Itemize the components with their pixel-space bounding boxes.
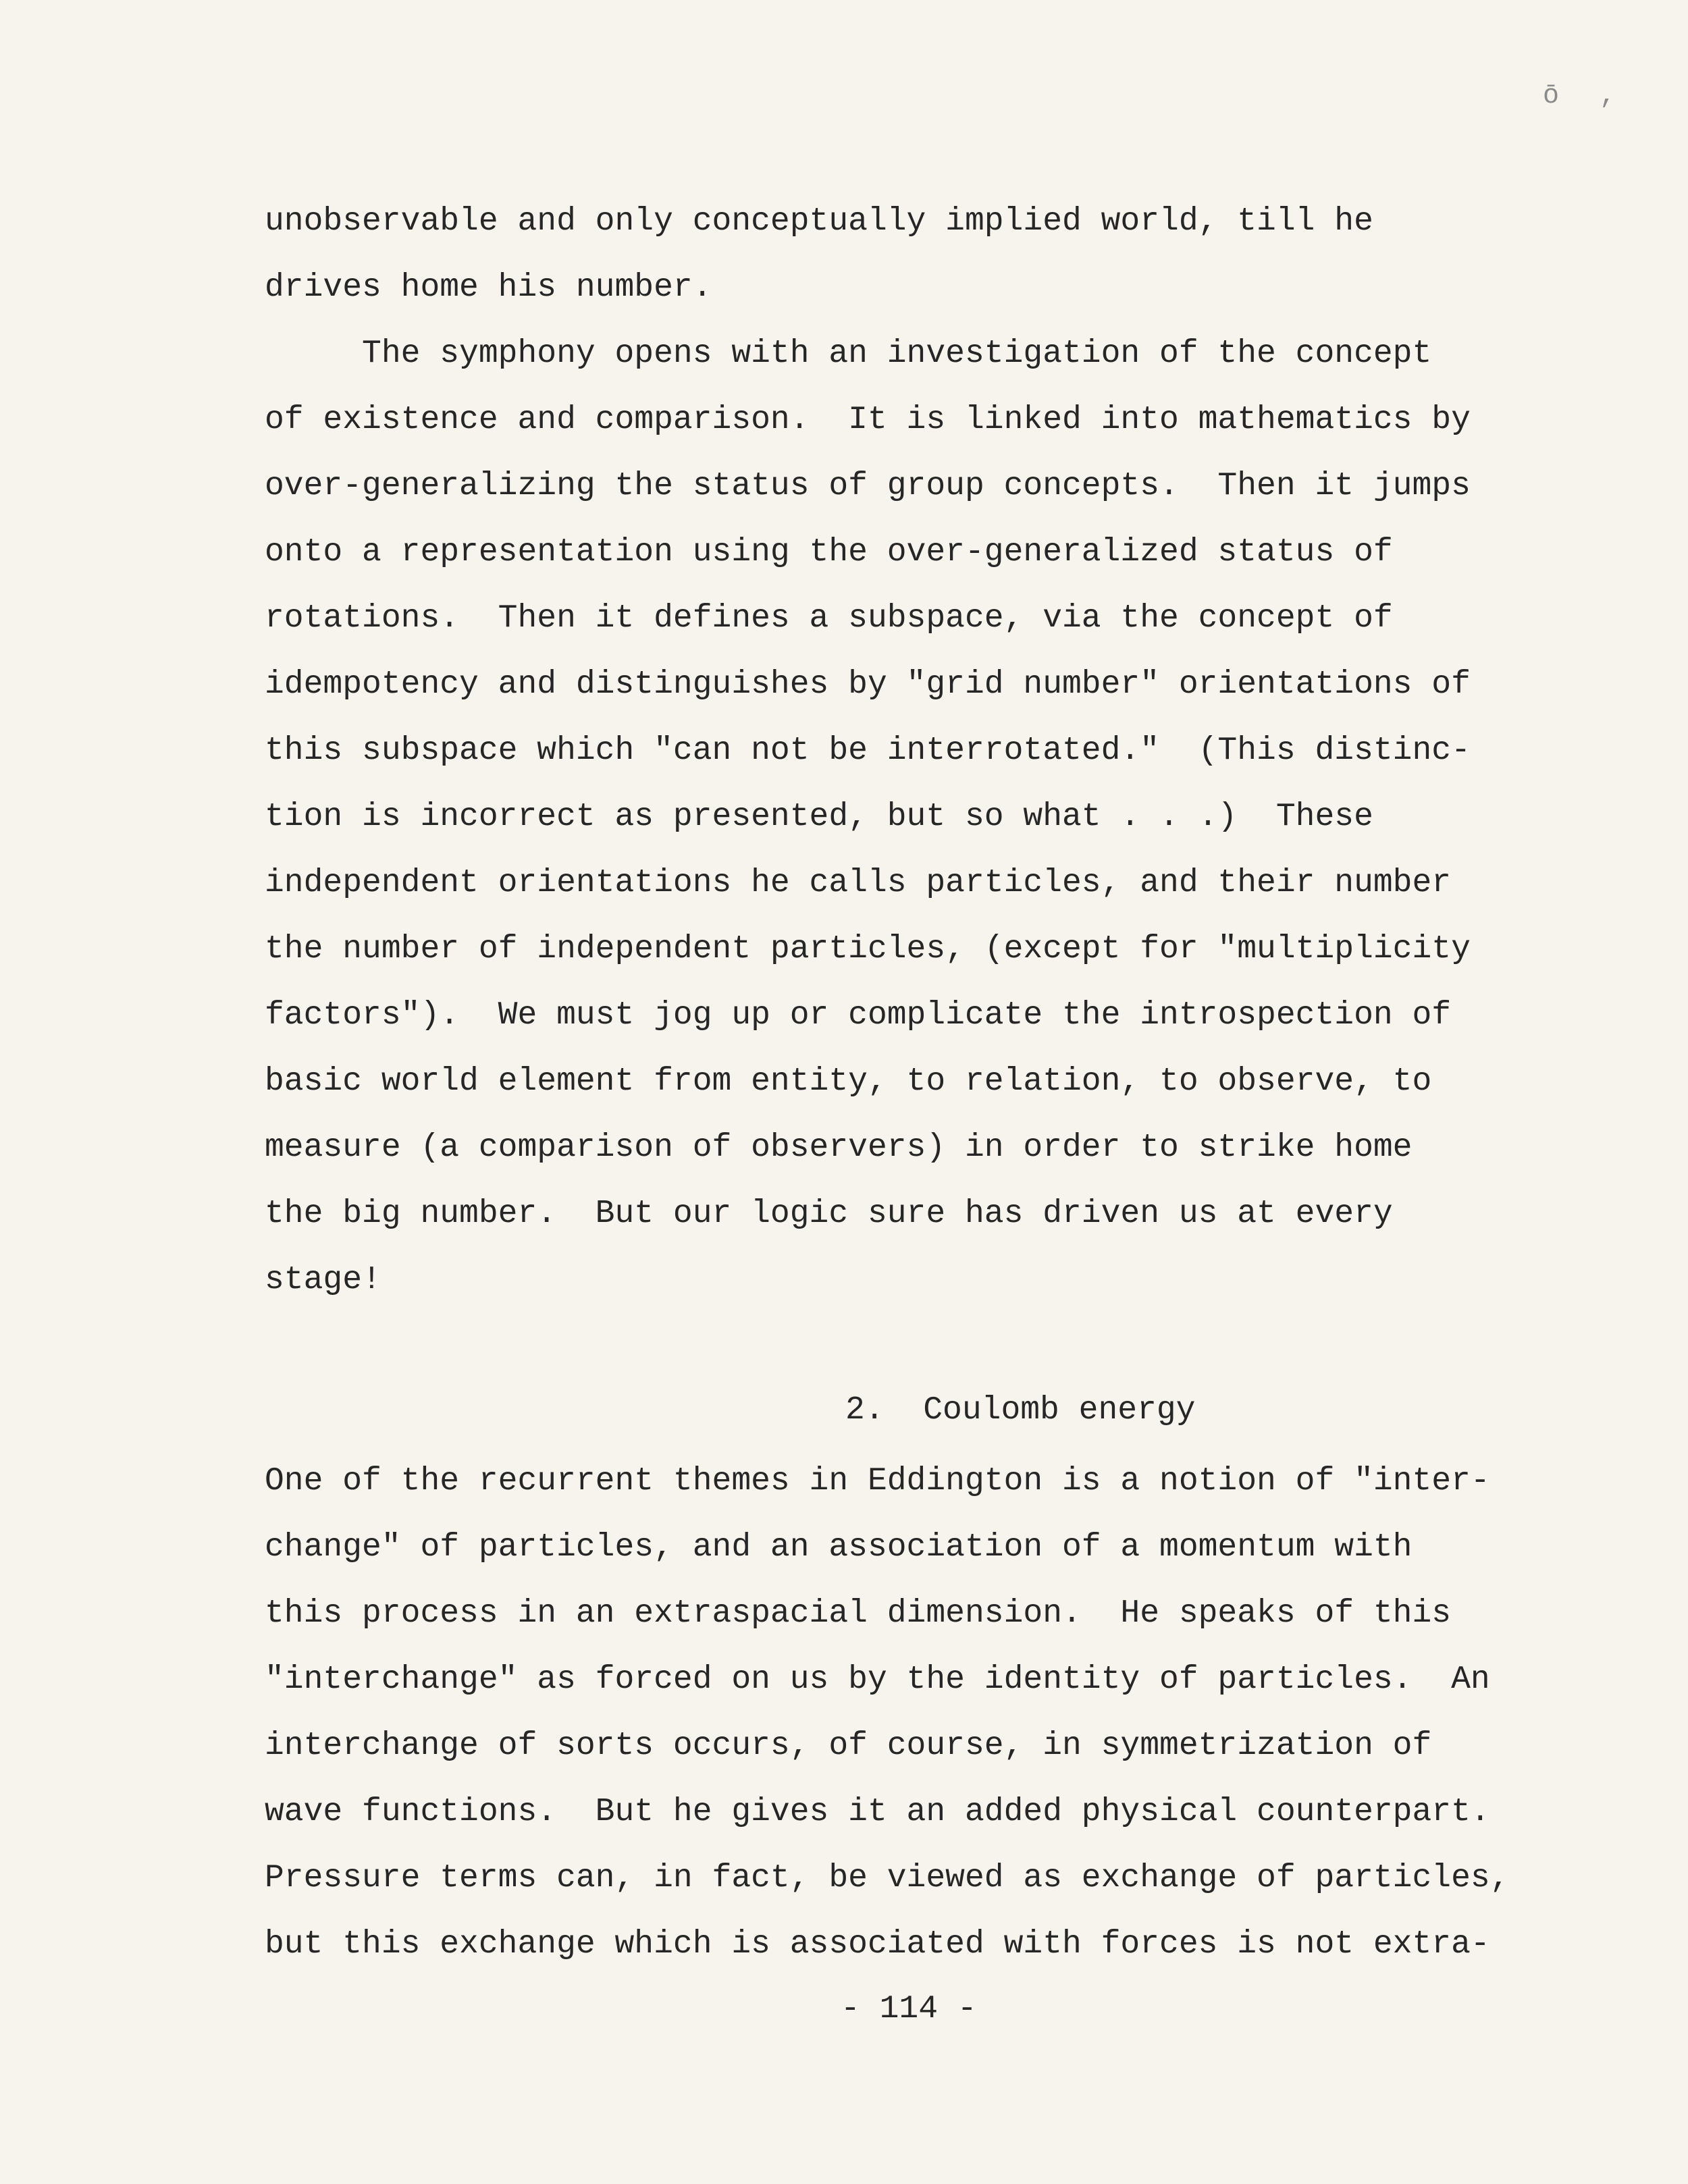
text-line: onto a representation using the over-generalized status of — [265, 534, 1393, 570]
text-line: change" of particles, and an association of a momentum with — [265, 1529, 1413, 1566]
text-line: independent orientations he calls particles, and their number — [265, 865, 1452, 901]
text-line: The symphony opens with an investigation of the concept — [265, 336, 1432, 372]
text-line: over-generalizing the status of group concepts. Then it jumps — [265, 468, 1471, 504]
text-line: wave functions. But he gives it an added physical counterpart. — [265, 1794, 1490, 1830]
text-line: tion is incorrect as presented, but so what . . .) These — [265, 799, 1373, 835]
text-line: idempotency and distinguishes by "grid number" orientations of — [265, 666, 1471, 703]
text-line: measure (a comparison of observers) in order to strike home — [265, 1129, 1413, 1166]
corner-mark: ō , — [1543, 81, 1629, 111]
page-number: - 114 - — [841, 1991, 977, 2027]
section-heading: 2. Coulomb energy — [845, 1392, 1196, 1429]
text-line: basic world element from entity, to relation, to observe, to — [265, 1063, 1432, 1100]
text-line: rotations. Then it defines a subspace, via the concept of — [265, 600, 1393, 637]
text-line: unobservable and only conceptually implied world, till he — [265, 203, 1373, 240]
text-line: "interchange" as forced on us by the identity of particles. An — [265, 1661, 1490, 1698]
text-line: this subspace which "can not be interrotated." (This distinc- — [265, 733, 1471, 769]
text-line: factors"). We must jog up or complicate the introspection of — [265, 997, 1452, 1034]
text-line: drives home his number. — [265, 269, 712, 306]
text-line: One of the recurrent themes in Eddington is a notion of "inter- — [265, 1463, 1490, 1499]
text-line: the big number. But our logic sure has driven us at every — [265, 1196, 1393, 1232]
text-line: but this exchange which is associated with forces is not extra- — [265, 1926, 1490, 1963]
text-line: of existence and comparison. It is linked into mathematics by — [265, 402, 1471, 438]
text-line: stage! — [265, 1262, 381, 1298]
text-line: Pressure terms can, in fact, be viewed as exchange of particles, — [265, 1860, 1510, 1896]
text-line: this process in an extraspacial dimension. He speaks of this — [265, 1595, 1452, 1632]
text-line: interchange of sorts occurs, of course, in symmetrization of — [265, 1728, 1432, 1764]
text-line: the number of independent particles, (except for "multiplicity — [265, 931, 1471, 967]
